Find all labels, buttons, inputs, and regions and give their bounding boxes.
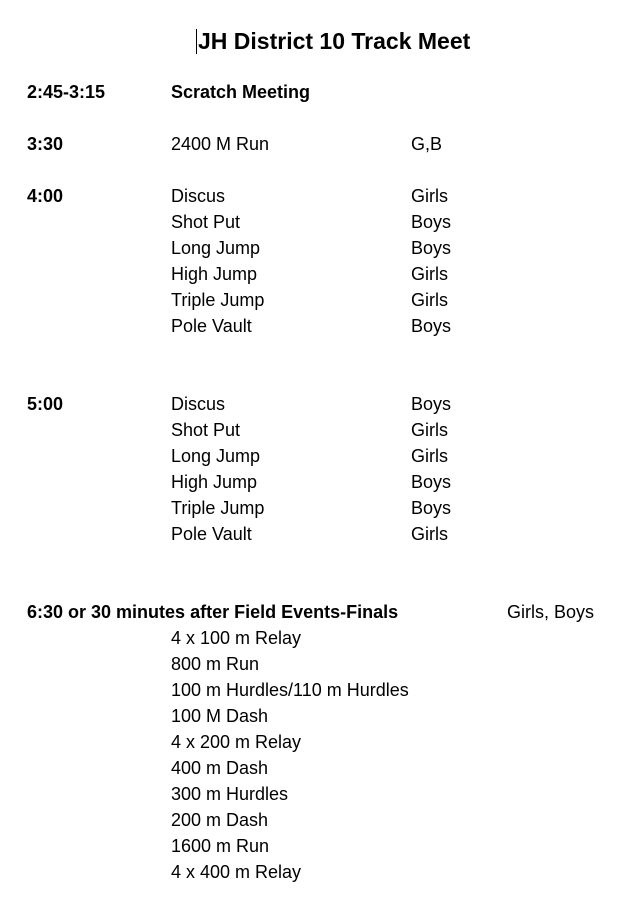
run2400-time: 3:30 [27,134,64,154]
session5-event: High Jump [171,472,258,492]
session4-gender: Girls [411,290,448,310]
session4-event: Discus [171,186,226,206]
session5-event: Pole Vault [171,524,252,544]
run2400-gender: G,B [411,134,443,154]
text-cursor [196,29,197,54]
session5-time: 5:00 [27,394,64,414]
session5-event: Triple Jump [171,498,265,518]
finals-event: 4 x 100 m Relay [171,628,302,648]
session4-gender: Boys [411,316,452,336]
session4-gender: Girls [411,264,448,284]
session5-gender: Boys [411,394,452,414]
page-title: JH District 10 Track Meet [198,28,471,54]
session5-gender: Girls [411,446,448,466]
finals-event: 4 x 200 m Relay [171,732,302,752]
run2400-event: 2400 M Run [171,134,270,154]
session4-gender: Girls [411,186,448,206]
finals-event: 300 m Hurdles [171,784,289,804]
session5-event: Long Jump [171,446,261,466]
finals-event: 100 M Dash [171,706,269,726]
session4-event: Pole Vault [171,316,252,336]
finals-event: 100 m Hurdles/110 m Hurdles [171,680,409,700]
session5-gender: Girls [411,420,448,440]
session4-event: High Jump [171,264,258,284]
finals-event: 400 m Dash [171,758,269,778]
finals-event: 800 m Run [171,654,260,674]
scratch-time: 2:45-3:15 [27,82,106,102]
session4-event: Long Jump [171,238,261,258]
session4-gender: Boys [411,238,452,258]
session5-gender: Girls [411,524,448,544]
session4-event: Triple Jump [171,290,265,310]
session5-gender: Boys [411,498,452,518]
session4-event: Shot Put [171,212,241,232]
finals-gender: Girls, Boys [507,602,595,622]
finals-event: 200 m Dash [171,810,269,830]
session4-gender: Boys [411,212,452,232]
session5-gender: Boys [411,472,452,492]
session5-event: Shot Put [171,420,241,440]
finals-event: 4 x 400 m Relay [171,862,302,882]
finals-heading: 6:30 or 30 minutes after Field Events-Finals [27,602,399,622]
session5-event: Discus [171,394,226,414]
scratch-event: Scratch Meeting [171,82,311,102]
finals-event: 1600 m Run [171,836,270,856]
session4-time: 4:00 [27,186,64,206]
